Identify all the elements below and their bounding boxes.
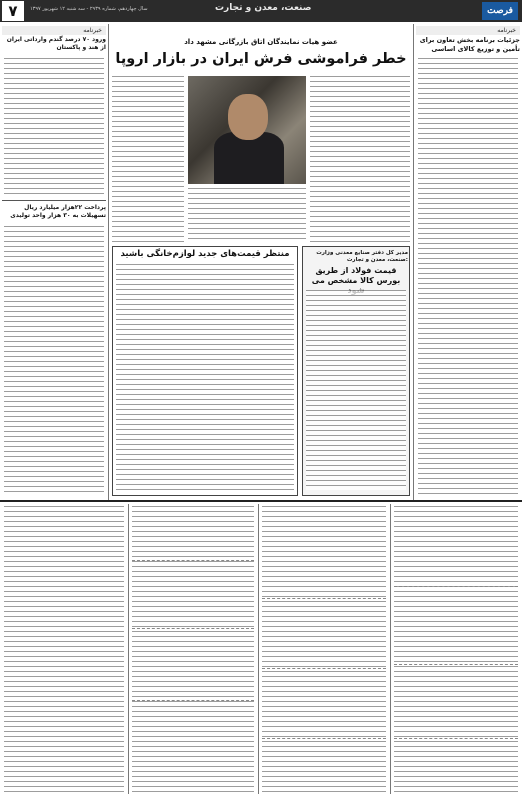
left-column-item1-body [4, 58, 104, 196]
steel-body [306, 290, 406, 490]
issue-info: سال چهاردهم، شماره ۲۹۳۹ - سه شنبه ۱۲ شهریور ۱۳۹۷ [30, 6, 148, 12]
ad-column [394, 506, 518, 794]
photo [188, 76, 306, 184]
ad-separator [394, 586, 518, 587]
ad-separator [262, 598, 386, 599]
ad-separator [262, 738, 386, 739]
section-title: صنعت، معدن و تجارت [215, 3, 312, 13]
page-number: ۷ [2, 1, 24, 21]
main-headline: خطر فراموشی فرش ایران در بازار اروپا [115, 51, 407, 67]
steel-headline: قیمت فولاد از طریق بورس کالا مشخص می [311, 266, 401, 285]
ad-separator [132, 560, 254, 561]
right-column-body [418, 58, 518, 494]
right-column-headline: جزئیات برنامه بخش تعاون برای تأمین و توزیع کالای اساسی [419, 36, 520, 53]
ad-separator [262, 668, 386, 669]
left-column-item1-headline: ورود ۷۰ درصد گندم وارداتی ایران از هند و پاکستان [6, 36, 106, 51]
ad-separator [394, 738, 518, 739]
photo-face [228, 94, 268, 140]
left-column-item2-body [4, 226, 104, 494]
ad-column-divider [258, 504, 259, 794]
main-body-right [310, 76, 410, 242]
column-divider [413, 24, 414, 500]
appliance-body [116, 264, 294, 490]
divider [2, 200, 106, 201]
ad-column-divider [128, 504, 129, 794]
appliance-headline: منتظر قیمت‌های جدید لوازم‌خانگی باشید [120, 249, 290, 259]
left-column-item2-headline: پرداخت ۲۲هزار میلیارد ریال تسهیلات به ۳۰ هزار واحد تولیدی [10, 204, 106, 219]
column-divider [108, 24, 109, 500]
main-body-left [112, 76, 184, 242]
ad-column [4, 506, 124, 794]
ad-separator [394, 664, 518, 665]
ads-divider [0, 500, 522, 502]
newspaper-logo: فرصت [482, 2, 518, 20]
right-column-tag: خبرنامه [416, 26, 520, 35]
steel-kicker: مدیر کل دفتر صنایع معدنی وزارت صنعت، معدن و تجارت: [316, 250, 408, 263]
ad-column [132, 506, 254, 794]
ad-column [262, 506, 386, 794]
main-kicker: عضو هیات نمایندگان اتاق بازرگانی مشهد داد [184, 38, 338, 46]
ad-separator [132, 700, 254, 701]
ad-separator [132, 628, 254, 629]
main-body-center [188, 188, 306, 242]
ad-column-divider [390, 504, 391, 794]
left-column-tag: خبرنامه [2, 26, 106, 35]
